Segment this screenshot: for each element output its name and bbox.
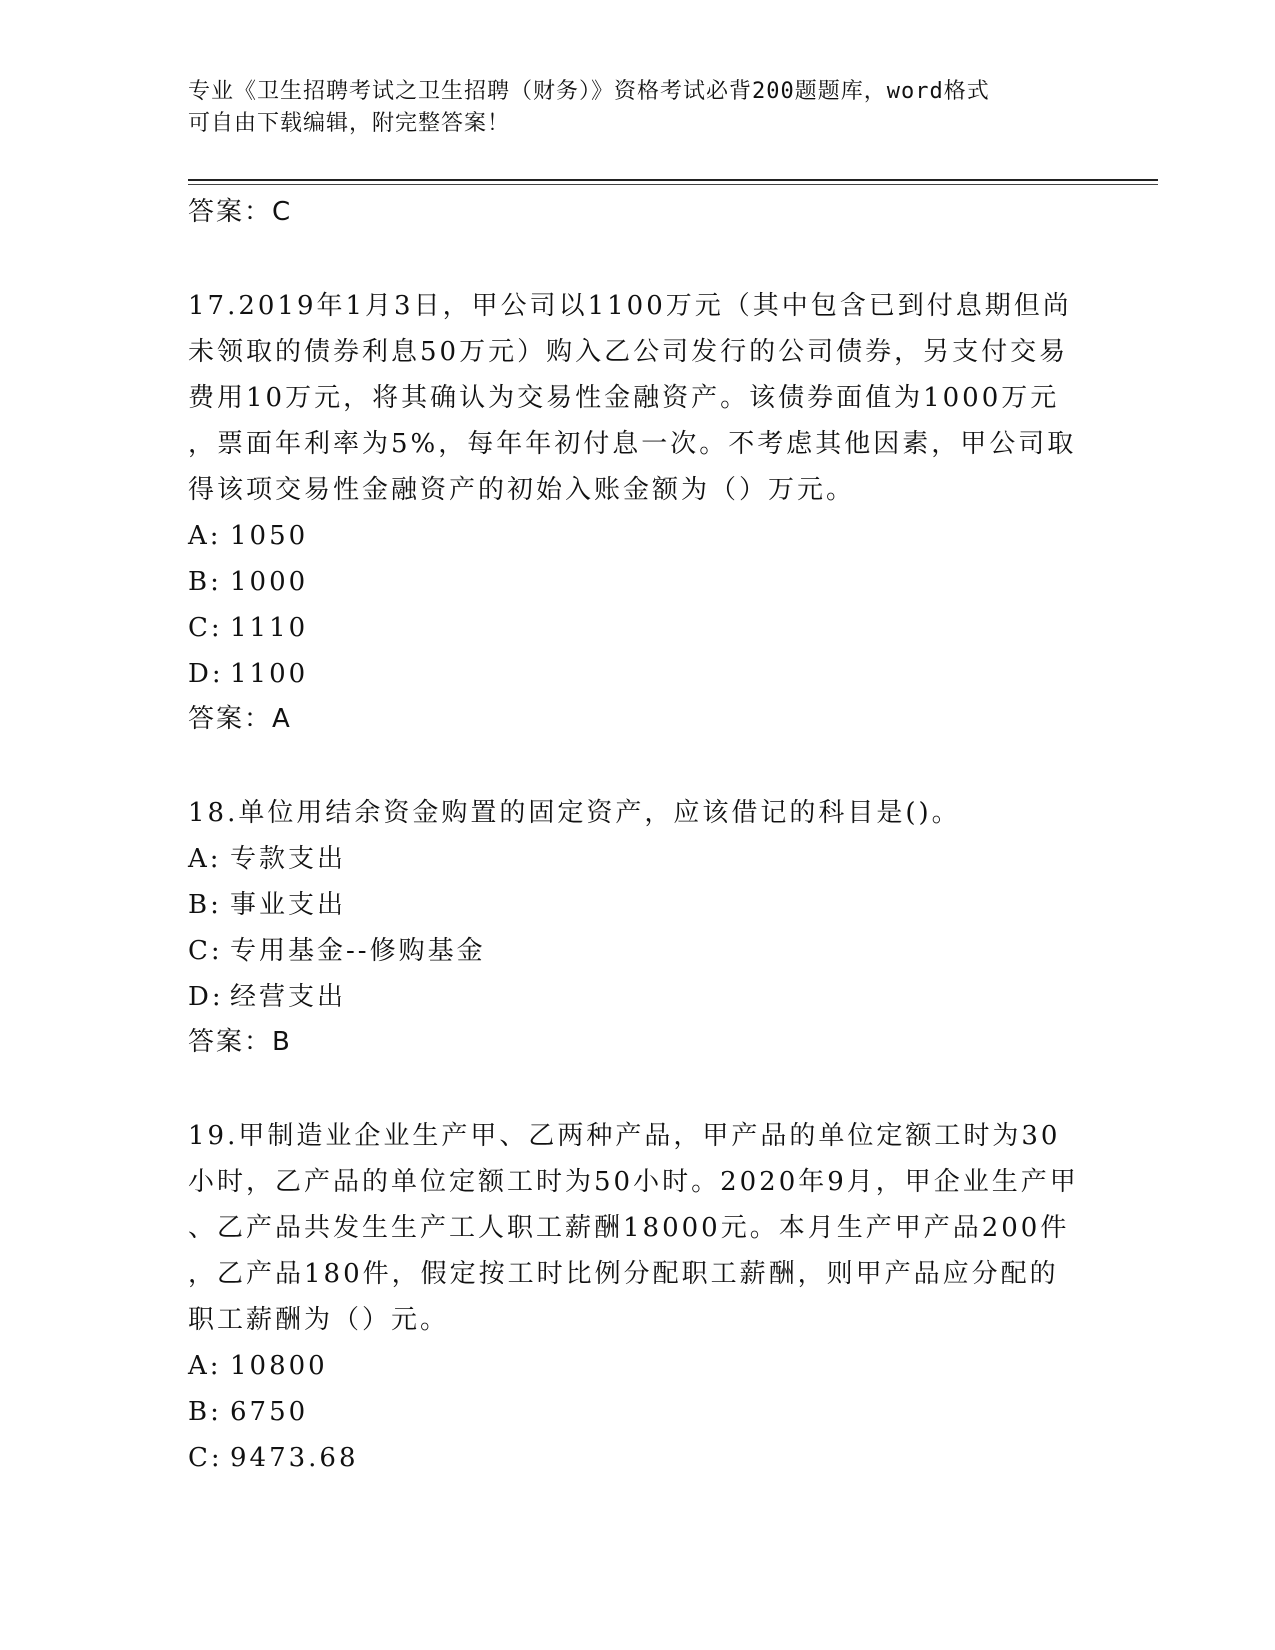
- option-label: B:: [188, 1397, 222, 1427]
- question-17-option-c: [188, 605, 1088, 651]
- option-text: 1050: [230, 521, 309, 551]
- question-17-line-5: 得该项交易性金融资产的初始入账金额为（）万元。: [188, 475, 856, 505]
- question-18-answer: 答案：B: [188, 1027, 292, 1057]
- question-17-option-b: [188, 559, 1088, 605]
- option-label: C:: [188, 936, 223, 966]
- question-18-option-c: [188, 928, 1088, 974]
- spacer: [188, 742, 1088, 790]
- option-label: B:: [188, 890, 222, 920]
- question-19-line-4: ，乙产品180件，假定按工时比例分配职工薪酬，则甲产品应分配的: [188, 1259, 1059, 1289]
- option-text: 1000: [230, 567, 309, 597]
- header-line-2: 可自由下载编辑，附完整答案！: [188, 111, 511, 136]
- question-19-option-a: [188, 1343, 1088, 1389]
- spacer: [188, 1065, 1088, 1113]
- option-label: C:: [188, 613, 223, 643]
- question-18-option-b: [188, 882, 1088, 928]
- question-17-line-1: 17.2019年1月3日，甲公司以1100万元（其中包含已到付息期但尚: [188, 291, 1072, 321]
- questions-content: [188, 190, 1088, 1481]
- question-17-line-4: ，票面年利率为5%，每年年初付息一次。不考虑其他因素，甲公司取: [188, 429, 1077, 459]
- question-19-line-1: 19.甲制造业企业生产甲、乙两种产品，甲产品的单位定额工时为30: [188, 1121, 1061, 1151]
- option-label: A:: [188, 1351, 222, 1381]
- header-divider-thin: [188, 184, 1158, 185]
- option-text: 10800: [230, 1351, 328, 1381]
- question-17-line-2: 未领取的债券利息50万元）购入乙公司发行的公司债券，另支付交易: [188, 337, 1069, 367]
- question-17-option-d: [188, 651, 1088, 697]
- question-17-option-a: [188, 513, 1088, 559]
- option-text: 1110: [230, 613, 309, 643]
- option-text: 1100: [230, 659, 309, 689]
- question-19-option-c: [188, 1435, 1088, 1481]
- option-text: 6750: [230, 1397, 309, 1427]
- question-18-option-a: [188, 836, 1088, 882]
- question-18-option-d: [188, 974, 1088, 1020]
- question-19-option-b: [188, 1389, 1088, 1435]
- document-header: [188, 76, 1088, 140]
- option-label: A:: [188, 844, 222, 874]
- option-text: 专款支出: [230, 844, 347, 874]
- option-text: 事业支出: [230, 890, 347, 920]
- question-19-line-3: 、乙产品共发生生产工人职工薪酬18000元。本月生产甲产品200件: [188, 1213, 1070, 1243]
- previous-answer: 答案：C: [188, 197, 293, 227]
- question-17: [188, 283, 1088, 742]
- option-label: D:: [188, 659, 224, 689]
- question-17-line-3: 费用10万元，将其确认为交易性金融资产。该债券面值为1000万元: [188, 383, 1060, 413]
- question-18-line-1: 18.单位用结余资金购置的固定资产，应该借记的科目是()。: [188, 798, 961, 828]
- spacer: [188, 235, 1088, 283]
- question-19: [188, 1113, 1088, 1481]
- question-18: [188, 790, 1088, 1065]
- option-label: B:: [188, 567, 222, 597]
- option-label: C:: [188, 1443, 223, 1473]
- question-19-line-2: 小时，乙产品的单位定额工时为50小时。2020年9月，甲企业生产甲: [188, 1167, 1079, 1197]
- question-17-answer: 答案：A: [188, 704, 292, 734]
- option-text: 9473.68: [230, 1443, 359, 1473]
- header-line-1: 专业《卫生招聘考试之卫生招聘（财务）》资格考试必背200题题库，word格式: [188, 79, 990, 104]
- option-label: D:: [188, 982, 224, 1012]
- option-label: A:: [188, 521, 222, 551]
- question-19-line-5: 职工薪酬为（）元。: [188, 1305, 450, 1335]
- option-text: 经营支出: [230, 982, 347, 1012]
- option-text: 专用基金--修购基金: [230, 936, 486, 966]
- header-divider-thick: [188, 179, 1158, 181]
